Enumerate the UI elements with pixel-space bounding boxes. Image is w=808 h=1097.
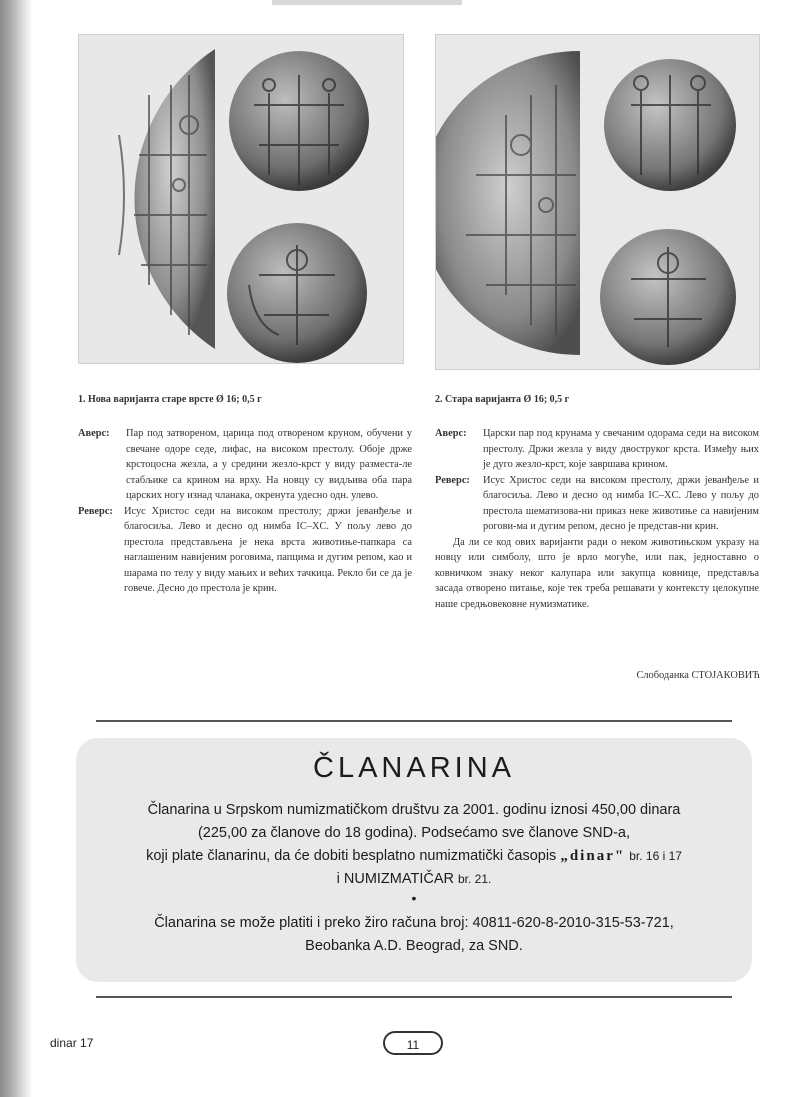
membership-text — [76, 799, 752, 891]
bullet-separator: • — [411, 890, 417, 906]
obverse-text: Царски пар под крунама у свечаним одорама седи на високом престолу. Држи жезла у виду двоструког крста. Између њих је дуго жезло-крст, које завршава крином. — [483, 428, 759, 470]
coin-photo-2 — [435, 34, 760, 370]
discussion-paragraph: Да ли се код ових варијанти ради о неком животињском укразу на новцу или симболу, што је врло могуће, или пак, једноставно о ковничком знаку неког калупара или закупца ковнице, представља засада отворено питање, које тек треба решавати у контексту целокупне наше средњовековне нумизматике. — [435, 536, 759, 610]
author-signature: Слободанка СТОЈАКОВИЋ — [636, 670, 760, 681]
figure-1-description — [78, 426, 412, 597]
obverse-term: Аверс: — [435, 428, 467, 439]
payment-text — [76, 912, 752, 958]
numizmaticar-name: i NUMIZMATIČAR — [336, 871, 454, 887]
payment-line-2: Beobanka A.D. Beograd, za SND. — [305, 938, 523, 954]
footer-journal: dinar 17 — [50, 1036, 94, 1050]
divider-bottom — [96, 996, 732, 998]
obverse-text: Пар под затвореном, царица под отвореном круном, обучени у свечане одоре седе, лифас, на високом престолу. Обоје држе крстоцосна жезла, а у средини жезло-крст у виду разместа-ле стабљике са крином на врху. На новцу су видљива оба пара царских ногу изнад чланака, окренута удесно одн. улево. — [126, 428, 412, 501]
reverse-text: Исус Христос седи на високом престолу; држи јеванђеље и благосиља. Лево и десно од нимба IC–XC. У пољу лево до престола представљена је нека врста животиње-папкара са наглашеним навијеним роговима, папцима и дугим репом, као и шарама по телу у виду мањих и већих тачкица. Рекло би се да је говече. Десно до престола је крин. — [124, 505, 412, 594]
payment-line-1: Članarina se može platiti i preko žiro računa broj: 40811-620-8-2010-315-53-721, — [154, 915, 674, 931]
membership-title: ČLANARINA — [313, 752, 515, 784]
membership-line-4 — [76, 868, 752, 891]
coin-photo-1-graphic — [79, 35, 403, 363]
reverse-text: Исус Христос седи на високом престолу, држи јеванђеље и благосиља. Лево и десно од нимба IC–XC. Лево у пољу до престола шематизова-ни приказ неке животиње са навијеним рогови-ма и дугим репом, десно је представ-ни крин. — [483, 474, 759, 532]
journal-name: „dinar" — [560, 848, 626, 864]
obverse-entry — [78, 426, 412, 504]
header-strip — [272, 0, 462, 5]
membership-line-3 — [76, 845, 752, 868]
membership-line-2: (225,00 za članove do 18 godina). Podsećamo sve članove SND-a, — [197, 825, 631, 841]
reverse-entry — [435, 473, 759, 535]
membership-line-1: Članarina u Srpskom numizmatičkom društvu za 2001. godinu iznosi 450,00 dinara — [147, 802, 681, 818]
reverse-entry — [78, 504, 412, 597]
coin-photo-1 — [78, 34, 404, 364]
obverse-entry — [435, 426, 759, 473]
coin-photo-2-graphic — [436, 35, 759, 369]
reverse-term: Реверс: — [435, 474, 470, 486]
figure-2-description — [435, 426, 759, 612]
membership-line-3-text: koji plate članarinu, da će dobiti besplatno numizmatički časopis — [146, 848, 557, 864]
reverse-term: Реверс: — [78, 505, 113, 517]
divider-top — [96, 720, 732, 722]
figure-2-caption: 2. Стара варијанта Ø 16; 0,5 г — [435, 394, 570, 405]
numizmaticar-issue: br. 21. — [458, 872, 492, 886]
figure-1-caption: 1. Нова варијанта старе врсте Ø 16; 0,5 г — [78, 394, 262, 405]
page-number: 11 — [383, 1031, 443, 1055]
page-gutter-shadow — [0, 0, 32, 1097]
obverse-term: Аверс: — [78, 428, 110, 439]
membership-panel — [76, 738, 752, 982]
journal-issues: br. 16 i 17 — [629, 849, 682, 863]
